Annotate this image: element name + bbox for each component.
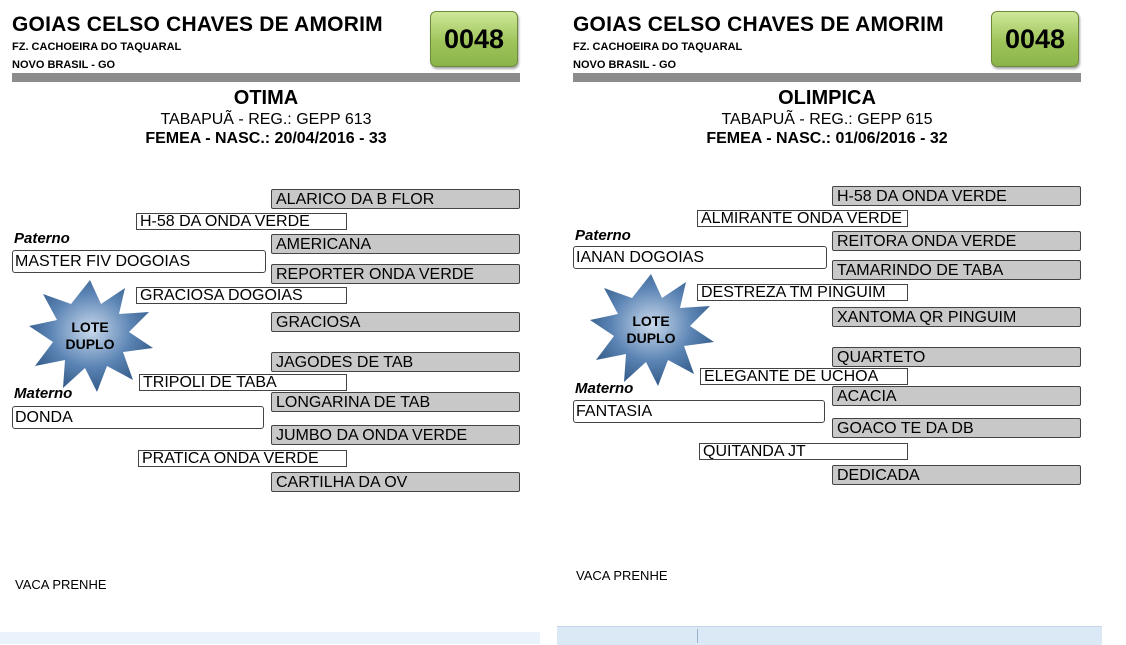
materno-label: Materno — [575, 380, 634, 397]
pedigree-paternal-granddam: GRACIOSA DOGOIAS — [136, 287, 347, 304]
pedigree-paternal-grandsire: H-58 DA ONDA VERDE — [136, 213, 347, 230]
animal-name: OTIMA — [233, 87, 299, 109]
pedigree-mother: FANTASIA — [573, 400, 825, 423]
farm-name: GOIAS CELSO CHAVES DE AMORIM — [12, 13, 383, 36]
pedigree-ggp-8: DEDICADA — [832, 465, 1081, 485]
lote-duplo-badge — [25, 276, 155, 396]
materno-label: Materno — [14, 385, 73, 402]
status-text: VACA PRENHE — [576, 568, 668, 583]
pedigree-ggp-6: ACACIA — [832, 386, 1081, 406]
pedigree-mother: DONDA — [12, 406, 264, 429]
sheet-footer-strip — [0, 632, 540, 644]
sex-birth-info: FEMEA - NASC.: 01/06/2016 - 32 — [706, 130, 948, 147]
duplo-label: DUPLO — [65, 336, 115, 352]
pedigree-ggp-4: XANTOMA QR PINGUIM — [832, 307, 1081, 327]
farm-subtitle: FZ. CACHOEIRA DO TAQUARAL — [12, 41, 182, 53]
pedigree-ggp-2: AMERICANA — [271, 234, 520, 254]
pedigree-ggp-1: H-58 DA ONDA VERDE — [832, 186, 1081, 206]
header-divider — [573, 73, 1081, 82]
pedigree-ggp-3: TAMARINDO DE TABA — [832, 260, 1081, 280]
footer-divider — [697, 629, 698, 643]
duplo-label: DUPLO — [626, 330, 676, 346]
pedigree-ggp-7: GOACO TE DA DB — [832, 418, 1081, 438]
breed-registration: TABAPUÃ - REG.: GEPP 613 — [160, 111, 372, 128]
farm-subtitle: FZ. CACHOEIRA DO TAQUARAL — [573, 41, 743, 53]
pedigree-maternal-granddam: PRATICA ONDA VERDE — [138, 450, 347, 467]
breed-registration: TABAPUÃ - REG.: GEPP 615 — [721, 111, 933, 128]
pedigree-paternal-granddam: DESTREZA TM PINGUIM — [697, 284, 908, 301]
sheet-footer-strip — [557, 626, 1102, 645]
pedigree-maternal-grandsire: ELEGANTE DE UCHOA — [700, 368, 908, 385]
paterno-label: Paterno — [575, 227, 631, 244]
pedigree-father: IANAN DOGOIAS — [573, 246, 827, 269]
animal-name: OLIMPICA — [778, 87, 876, 109]
farm-location: NOVO BRASIL - GO — [12, 59, 116, 71]
lote-label: LOTE — [71, 319, 109, 335]
header-divider — [12, 73, 520, 82]
lote-duplo-badge — [586, 270, 716, 390]
pedigree-maternal-grandsire: TRIPOLI DE TABA — [139, 374, 347, 391]
status-text: VACA PRENHE — [15, 577, 107, 592]
pedigree-ggp-8: CARTILHA DA OV — [271, 472, 520, 492]
pedigree-ggp-5: QUARTETO — [832, 347, 1081, 367]
pedigree-ggp-4: GRACIOSA — [271, 312, 520, 332]
pedigree-ggp-5: JAGODES DE TAB — [271, 352, 520, 372]
pedigree-ggp-1: ALARICO DA B FLOR — [271, 189, 520, 209]
pedigree-paternal-grandsire: ALMIRANTE ONDA VERDE — [697, 210, 908, 227]
pedigree-ggp-2: REITORA ONDA VERDE — [832, 231, 1081, 251]
animal-card-right — [561, 0, 1101, 644]
farm-name: GOIAS CELSO CHAVES DE AMORIM — [573, 13, 944, 36]
paterno-label: Paterno — [14, 230, 70, 247]
sex-birth-info: FEMEA - NASC.: 20/04/2016 - 33 — [145, 130, 387, 147]
lot-number-badge: 0048 — [991, 11, 1079, 67]
pedigree-maternal-granddam: QUITANDA JT — [699, 443, 908, 460]
animal-card-left — [0, 0, 540, 644]
lote-label: LOTE — [632, 313, 670, 329]
farm-location: NOVO BRASIL - GO — [573, 59, 677, 71]
pedigree-ggp-3: REPORTER ONDA VERDE — [271, 264, 520, 284]
lot-number-badge: 0048 — [430, 11, 518, 67]
pedigree-ggp-7: JUMBO DA ONDA VERDE — [271, 425, 520, 445]
pedigree-ggp-6: LONGARINA DE TAB — [271, 392, 520, 412]
pedigree-father: MASTER FIV DOGOIAS — [12, 250, 266, 273]
